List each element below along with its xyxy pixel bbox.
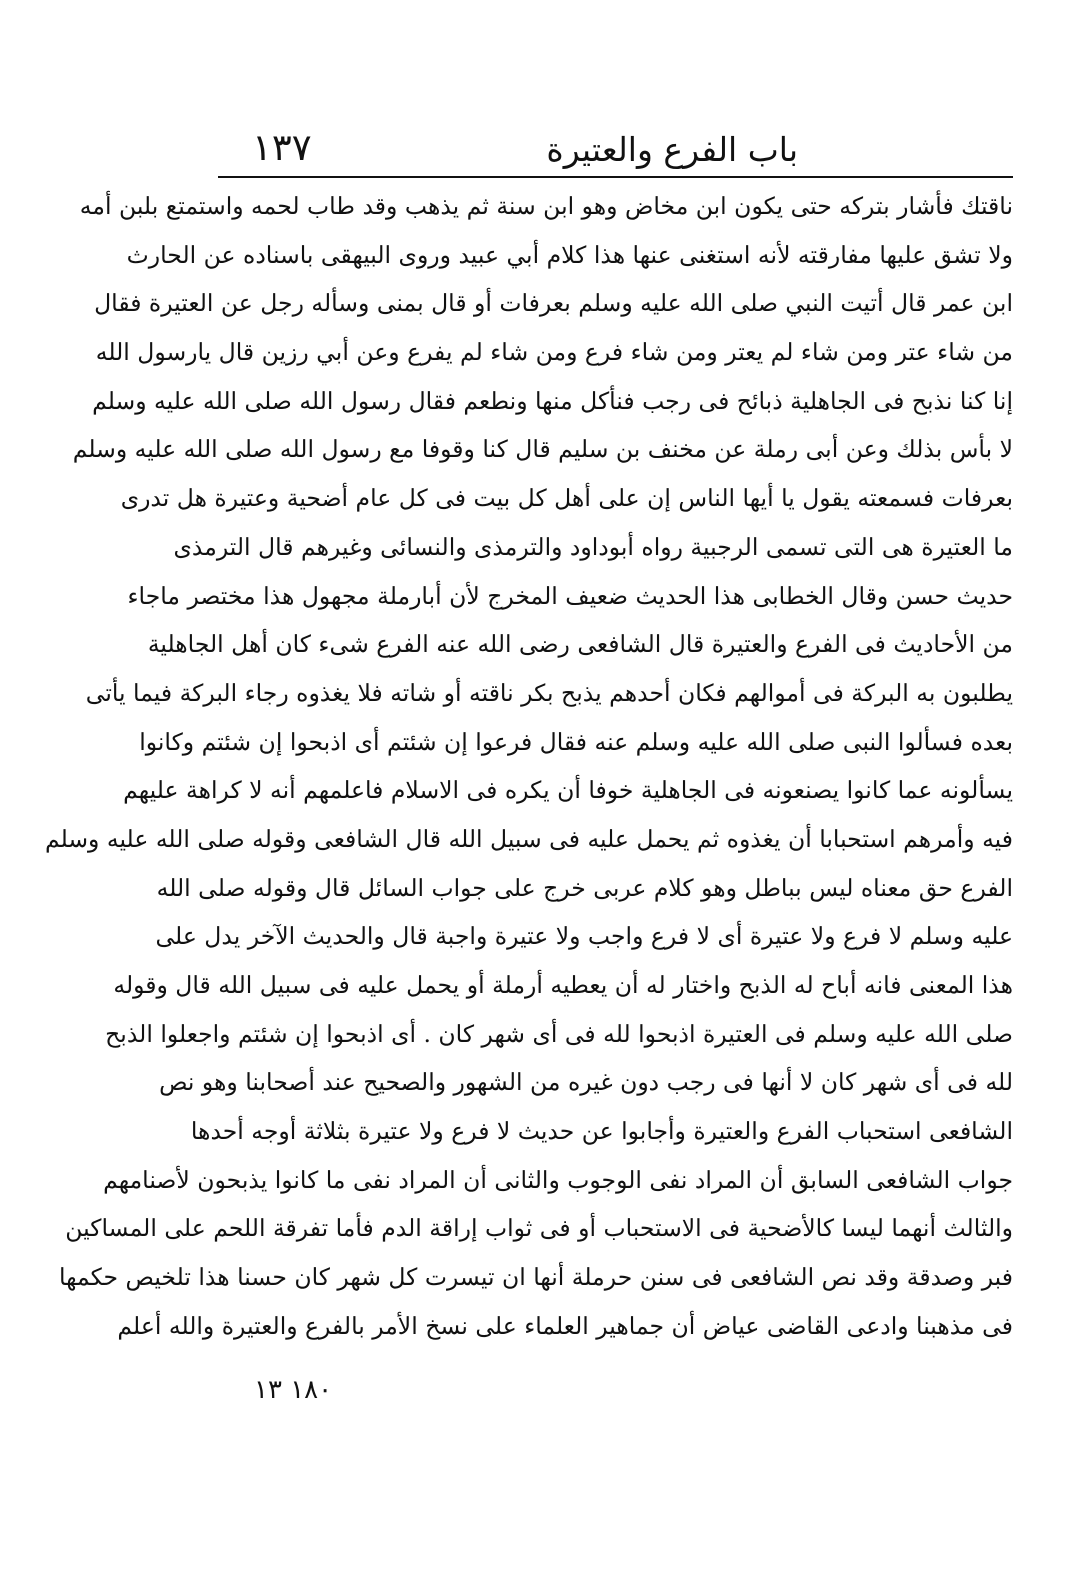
text-line: الفرع حق معناه ليس بباطل وهو كلام عربى خرج على جواب السائل قال وقوله صلى الله <box>156 873 1013 902</box>
text-line: عليه وسلم لا فرع ولا عتيرة أى لا فرع واجب ولا عتيرة واجبة قال والحديث الآخر يدل على <box>155 922 1013 951</box>
text-line: لله فى أى شهر كان لا أنها فى رجب دون غيره من الشهور والصحيح عند أصحابنا وهو نص <box>159 1068 1013 1097</box>
text-line: فبر وصدقة وقد نص الشافعى فى سنن حرملة أنها ان تيسرت كل شهر كان حسنا هذا تلخيص حكمها <box>59 1263 1013 1292</box>
text-line: بعده فسألوا النبى صلى الله عليه وسلم عنه فقال فرعوا إن شئتم أى اذبحوا إن شئتم وكانوا <box>139 727 1013 756</box>
printer-signature-mark: ١٨٠ ١٣ <box>254 1375 333 1405</box>
text-line: يسألونه عما كانوا يصنعونه فى الجاهلية خوفا أن يكره فى الاسلام فاعلمهم أنه لا كراهة عليهم <box>123 776 1013 805</box>
text-line: حديث حسن وقال الخطابى هذا الحديث ضعيف المخرج لأن أبارملة مجهول هذا مختصر ماجاء <box>127 581 1013 610</box>
text-line: فيه وأمرهم استحبابا أن يغذوه ثم يحمل عليه فى سبيل الله قال الشافعى وقوله صلى الله عليه وسلم <box>44 824 1013 853</box>
text-line: لا بأس بذلك وعن أبى رملة عن مخنف بن سليم قال كنا وقوفا مع رسول الله صلى الله عليه وسلم <box>72 435 1013 464</box>
header-divider <box>218 176 1013 178</box>
text-line: ولا تشق عليها مفارقته لأنه استغنى عنها هذا كلام أبي عبيد وروى البيهقى باسناده عن الحارث <box>126 240 1013 269</box>
text-line: فى مذهبنا وادعى القاضى عياض أن جماهير العلماء على نسخ الأمر بالفرع والعتيرة والله أعلم <box>117 1311 1013 1340</box>
text-line: ما العتيرة هى التى تسمى الرجبية رواه أبوداود والترمذى والنسائى وغيرهم قال الترمذى <box>173 532 1013 561</box>
text-line: والثالث أنهما ليسا كالأضحية فى الاستحباب أو فى ثواب إراقة الدم فأما تفرقة اللحم على المساكين <box>65 1214 1013 1243</box>
body-text <box>44 182 1013 1351</box>
text-line: إنا كنا نذبح فى الجاهلية ذبائح فى رجب فنأكل منها ونطعم فقال رسول الله صلى الله عليه وسلم <box>92 386 1013 415</box>
page-number: ١٣٧ <box>252 126 312 169</box>
text-line: ناقتك فأشار بتركه حتى يكون ابن مخاض وهو ابن سنة ثم يذهب وقد طاب لحمه واستمتع بلبن أمه <box>79 192 1013 220</box>
text-line: صلى الله عليه وسلم فى العتيرة اذبحوا لله فى أى شهر كان . أى اذبحوا إن شئتم واجعلوا الذبح <box>105 1019 1013 1048</box>
text-line: من شاء عتر ومن شاء لم يعتر ومن شاء فرع ومن شاء لم يفرع وعن أبي رزين قال يارسول الله <box>95 338 1013 367</box>
text-line: بعرفات فسمعته يقول يا أيها الناس إن على أهل كل بيت فى كل عام أضحية وعتيرة هل تدرى <box>120 484 1013 513</box>
text-line: الشافعى استحباب الفرع والعتيرة وأجابوا عن حديث لا فرع ولا عتيرة بثلاثة أوجه أحدها <box>190 1117 1013 1146</box>
text-line: يطلبون به البركة فى أموالهم فكان أحدهم يذبح بكر ناقته أو شاته فلا يغذوه رجاء البركة فيما يأتى <box>85 678 1013 707</box>
text-line: ابن عمر قال أتيت النبي صلى الله عليه وسلم بعرفات أو قال بمنى وسأله رجل عن العتيرة فقال <box>94 289 1013 318</box>
chapter-title: باب الفرع والعتيرة <box>546 130 798 169</box>
page-header <box>218 118 1013 176</box>
text-line: جواب الشافعى السابق أن المراد نفى الوجوب والثانى أن المراد نفى ما كانوا يذبحون لأصنامهم <box>103 1165 1013 1194</box>
text-line: هذا المعنى فانه أباح له الذبح واختار له أن يعطيه أرملة أو يحمل عليه فى سبيل الله قال وقوله <box>113 971 1013 999</box>
text-line: من الأحاديث فى الفرع والعتيرة قال الشافعى رضى الله عنه الفرع شىء كان أهل الجاهلية <box>147 630 1013 659</box>
